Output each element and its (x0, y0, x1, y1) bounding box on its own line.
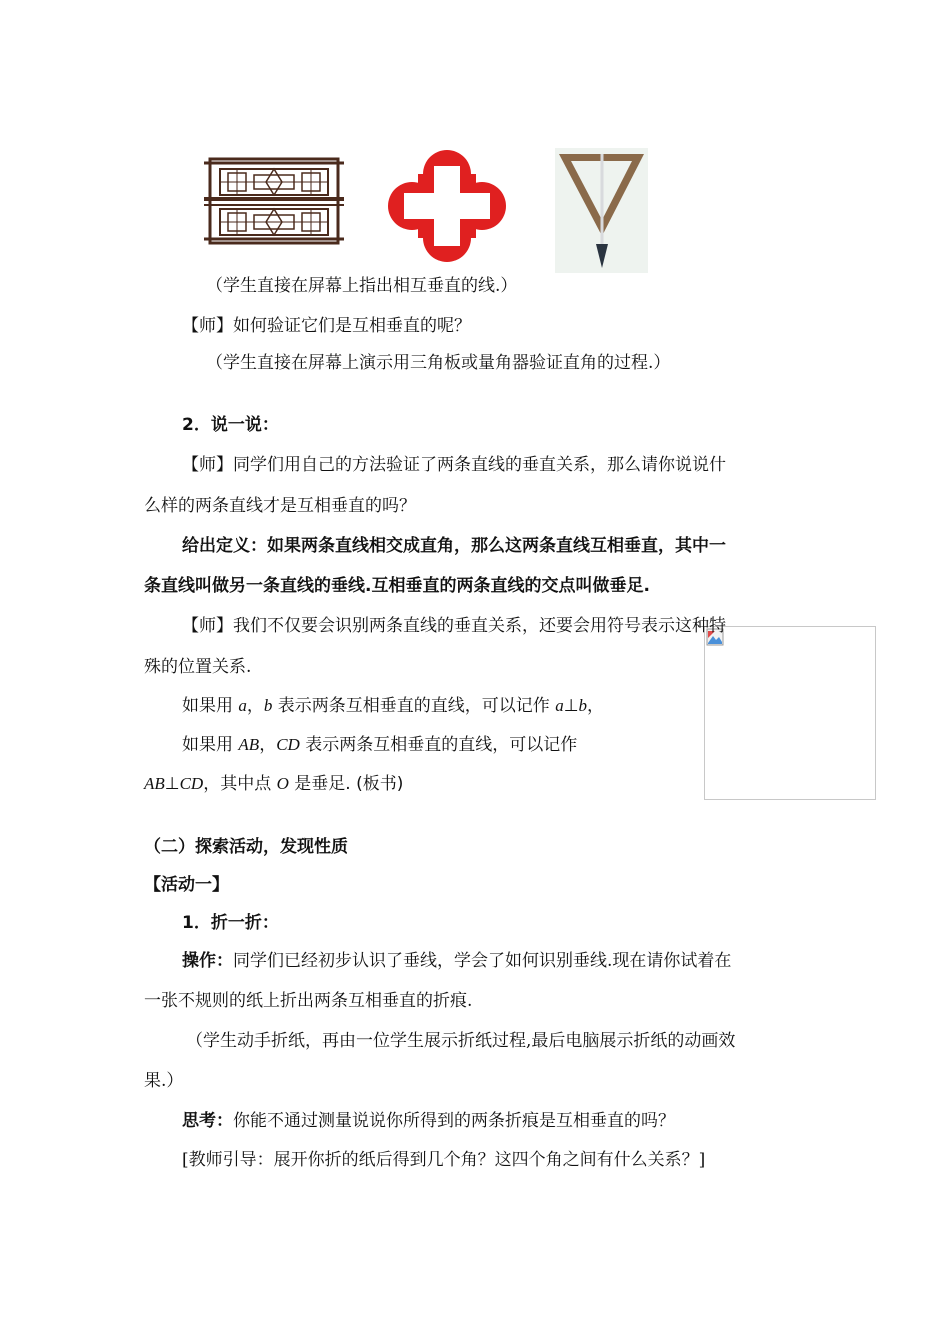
teacher-question-verify: 【师】如何验证它们是互相垂直的呢？ (182, 316, 471, 336)
teacher-paragraph-2: 【师】我们不仅要会识别两条直线的垂直关系，还要会用符号表示这种特 (182, 616, 726, 636)
operation-paragraph-cont: 一张不规则的纸上折出两条互相垂直的折痕. (144, 991, 473, 1011)
section-heading-explore: （二）探索活动，发现性质 (144, 837, 348, 857)
red-cross-image (388, 150, 506, 262)
lattice-window-image (204, 155, 344, 247)
operation-label: 操作： (182, 951, 233, 971)
teacher-paragraph-1: 【师】同学们用自己的方法验证了两条直线的垂直关系，那么请你说说什 (182, 455, 726, 475)
plumb-bob-triangle-image (555, 148, 648, 273)
fold-heading: 1．折一折： (182, 913, 279, 933)
symbol-O: O (276, 774, 289, 793)
think-paragraph (182, 1110, 675, 1132)
text-run: 如果用 (182, 735, 239, 755)
student-fold-note-cont: 果.） (144, 1071, 184, 1091)
definition-line-1: 给出定义：如果两条直线相交成直角，那么这两条直线互相垂直，其中一 (182, 536, 726, 556)
definition-line-2: 条直线叫做另一条直线的垂线.互相垂直的两条直线的交点叫做垂足. (144, 576, 650, 596)
text-run: ， (259, 735, 277, 755)
symbol-b: b (263, 696, 273, 715)
operation-text: 同学们已经初步认识了垂线，学会了如何识别垂线.现在请你试着在 (233, 951, 732, 971)
text-run: 表示两条互相垂直的直线，可以记作 (299, 735, 578, 755)
broken-image-placeholder (704, 626, 876, 800)
perpendicular-symbol: ⊥ (164, 774, 180, 794)
symbol-b: b (578, 696, 588, 715)
perpendicular-symbol: ⊥ (563, 696, 579, 716)
student-point-out-note: （学生直接在屏幕上指出相互垂直的线.） (206, 276, 518, 296)
symbol-CD: CD (276, 735, 300, 754)
text-run: 是垂足. (板书) (288, 774, 404, 794)
teacher-paragraph-2-cont: 殊的位置关系. (144, 657, 252, 677)
operation-paragraph (182, 950, 731, 972)
teacher-guide-note: [教师引导：展开你折的纸后得到几个角？这四个角之间有什么关系？] (182, 1150, 706, 1170)
teacher-paragraph-1-cont: 么样的两条直线才是互相垂直的吗？ (144, 496, 416, 516)
text-run: 如果用 (182, 696, 239, 716)
notation-line-abcd-cont (144, 773, 403, 795)
think-label: 思考： (182, 1111, 233, 1131)
student-demo-note: （学生直接在屏幕上演示用三角板或量角器验证直角的过程.） (206, 353, 671, 373)
notation-line-abcd (182, 734, 577, 756)
text-run: ， (246, 696, 264, 716)
symbol-AB: AB (238, 735, 260, 754)
text-run: 表示两条互相垂直的直线，可以记作 (272, 696, 556, 716)
symbol-a: a (555, 696, 564, 715)
activity-one-heading: 【活动一】 (144, 875, 229, 895)
symbol-AB: AB (144, 774, 165, 793)
section-heading-say: 2．说一说： (182, 415, 279, 435)
text-run: ， (587, 696, 605, 716)
student-fold-note: （学生动手折纸，再由一位学生展示折纸过程,最后电脑展示折纸的动画效 (186, 1031, 736, 1051)
symbol-a: a (238, 696, 247, 715)
notation-line-ab (182, 695, 604, 717)
text-run: ，其中点 (203, 774, 277, 794)
symbol-CD: CD (179, 774, 204, 793)
think-text: 你能不通过测量说说你所得到的两条折痕是互相垂直的吗？ (233, 1111, 675, 1131)
